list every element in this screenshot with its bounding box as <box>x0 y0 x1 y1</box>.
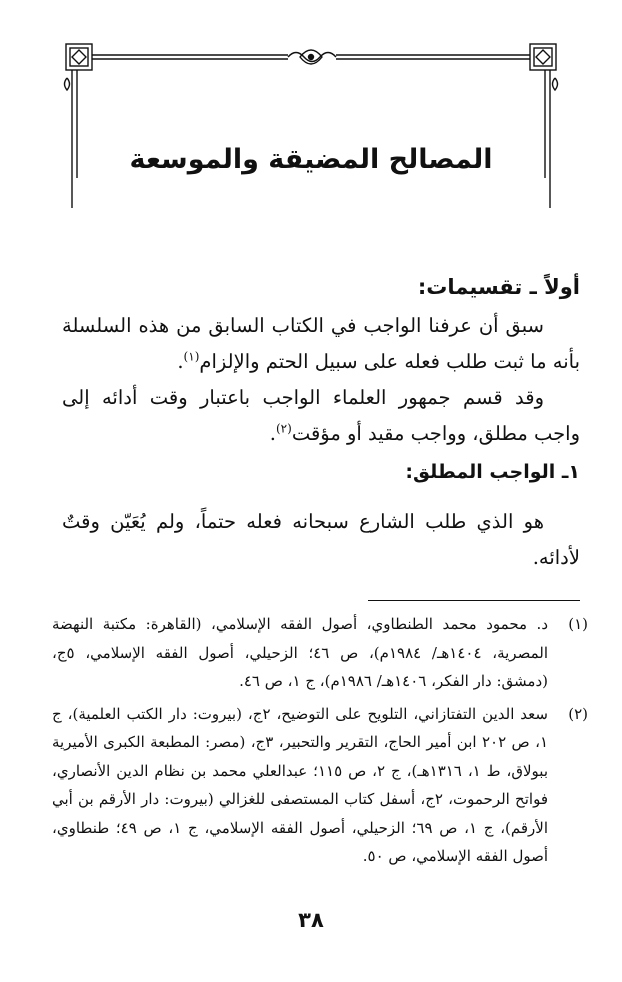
section-heading: أولاً ـ تقسيمات: <box>417 275 580 299</box>
footnote-2 <box>52 700 588 871</box>
body-paragraph-1: سبق أن عرفنا الواجب في الكتاب السابق من هذه السلسلة بأنه ما ثبت طلب فعله على سبيل الحتم والإلزام$^{(١)}$. <box>62 314 580 373</box>
footnote-text: سعد الدين التفتازاني، التلويح على التوضيح، ٢ج، (بيروت: دار الكتب العلمية)، ج ١، ص ٢٠٢ ابن أمير الحاج، التقرير والتحبير، ٣ج، (مصر: المطبعة الكبرى الأميرية ببولاق، ط ١، ١٣١٦هـ)، ج ٢، ص ١١٥؛ عبدالعلي محمد بن نظام الدين الأنصاري، فواتح الرحموت، ٢ج، أسفل كتاب المستصفى للغزالي (بيروت: دار الأرقم بن أبي الأرقم)، ج ١، ص ٦٩؛ الزحيلي، أصول الفقه الإسلامي، ج ١، ص ٤٩؛ طنطاوي، أصول الفقه الإسلامي، ص ٥٠. <box>52 704 549 865</box>
chapter-title: المصالح المضيقة والموسعة <box>129 144 493 175</box>
body-paragraph-2: وقد قسم جمهور العلماء الواجب باعتبار وقت أدائه إلى واجب مطلق، وواجب مقيد أو مؤقت$^{(٢)}$. <box>62 386 580 445</box>
footnote-reference: (١) <box>183 349 200 364</box>
body-paragraph-3: هو الذي طلب الشارع سبحانه فعله حتماً، ولم يُعَيّن وقتٌ لأدائه. <box>62 510 580 569</box>
page-number: ٣٨ <box>298 908 324 932</box>
footnote-separator <box>368 600 580 601</box>
paragraph-text: سبق أن عرفنا الواجب في الكتاب السابق من هذه السلسلة بأنه ما ثبت طلب فعله على سبيل الحتم والإلزام <box>62 314 580 373</box>
footnote-number: (٢) <box>568 704 588 723</box>
footnote-reference: (٢) <box>275 421 292 436</box>
footnote-text: د. محمود محمد الطنطاوي، أصول الفقه الإسلامي، (القاهرة: مكتبة النهضة المصرية، ١٤٠٤هـ/ ١٩٨٤م)، ص ٤٦؛ الزحيلي، أصول الفقه الإسلامي، ٥ج، (دمشق: دار الفكر، ١٤٠٦هـ/ ١٩٨٦م)، ج ١، ص ٤٦. <box>52 615 548 690</box>
footnote-number: (١) <box>568 615 588 633</box>
chapter-title-frame <box>0 0 622 240</box>
footnote-1 <box>52 610 588 696</box>
main-text <box>62 258 580 576</box>
subsection-heading: ١ـ الواجب المطلق: <box>405 461 580 483</box>
paragraph-text: وقد قسم جمهور العلماء الواجب باعتبار وقت أدائه إلى واجب مطلق، وواجب مقيد أو مؤقت <box>62 386 580 445</box>
footnotes <box>52 610 588 875</box>
